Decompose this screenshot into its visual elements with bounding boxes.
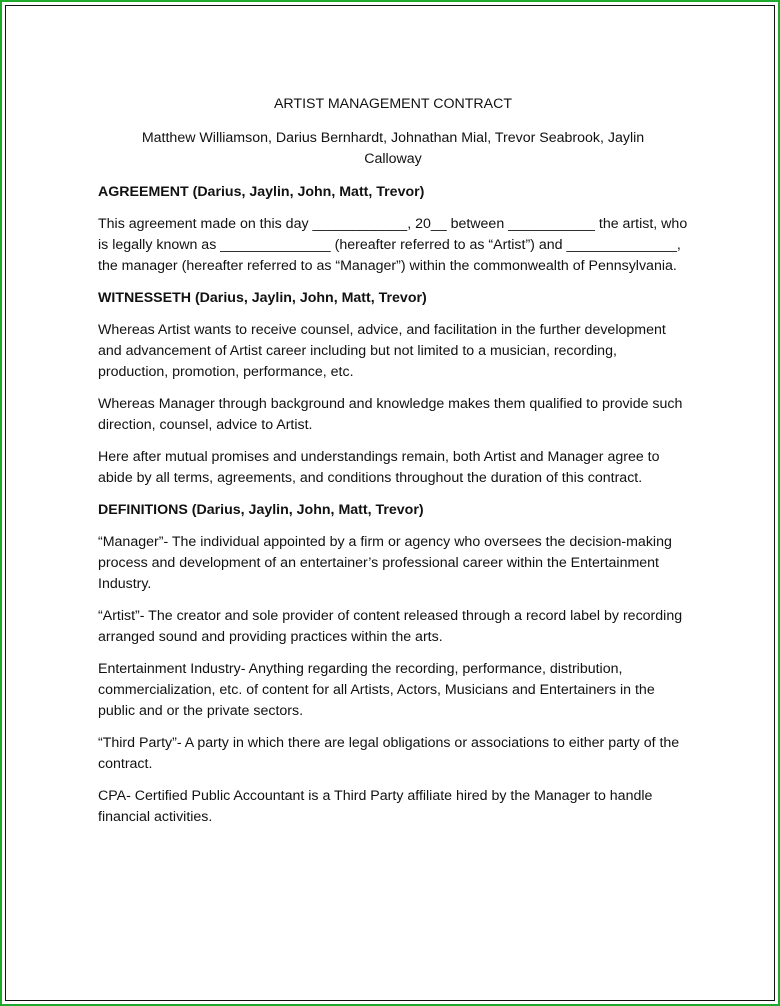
definition-cpa: CPA- Certified Public Accountant is a Third Party affiliate hired by the Manager to handle financial activities. xyxy=(98,788,653,825)
section-witnesseth xyxy=(98,288,688,489)
definition-entertainment-industry: Entertainment Industry- Anything regarding the recording, performance, distribution, commercialization, etc. of content for all Artists, Actors, Musicians and Entertainers in the public and or the private sectors. xyxy=(98,661,655,719)
witnesseth-paragraph-1: Whereas Artist wants to receive counsel, advice, and facilitation in the further development and advancement of Artist career including but not limited to a musician, recording, production, promotion, performance, etc. xyxy=(98,322,666,380)
definition-artist: “Artist”- The creator and sole provider of content released through a record label by recording arranged sound and providing practices within the arts. xyxy=(98,608,683,645)
witnesseth-paragraph-3: Here after mutual promises and understandings remain, both Artist and Manager agree to abide by all terms, agreements, and conditions throughout the duration of this contract. xyxy=(98,449,660,486)
agreement-paragraph: This agreement made on this day ____________, 20__ between ___________ the artist, who is legally known as ______________ (hereafter referred to as “Artist”) and ______________, the manager (hereafter referred to as “Manager”) within the commonwealth of Pennsylvania. xyxy=(98,216,688,274)
section-agreement xyxy=(98,182,688,277)
section-definitions xyxy=(98,500,688,828)
document-authors: Matthew Williamson, Darius Bernhardt, Johnathan Mial, Trevor Seabrook, Jaylin Calloway xyxy=(141,130,645,167)
section-heading-agreement: AGREEMENT (Darius, Jaylin, John, Matt, Trevor) xyxy=(98,184,425,200)
section-heading-definitions: DEFINITIONS (Darius, Jaylin, John, Matt, Trevor) xyxy=(98,502,424,518)
document-title: ARTIST MANAGEMENT CONTRACT xyxy=(273,96,513,112)
contract-document xyxy=(98,94,688,839)
definition-manager: “Manager”- The individual appointed by a firm or agency who oversees the decision-making process and development of an entertainer’s professional career within the Entertainment Industry. xyxy=(98,534,672,592)
section-heading-witnesseth: WITNESSETH (Darius, Jaylin, John, Matt, Trevor) xyxy=(98,290,427,306)
witnesseth-paragraph-2: Whereas Manager through background and knowledge makes them qualified to provide such direction, counsel, advice to Artist. xyxy=(98,396,683,433)
definition-third-party: “Third Party”- A party in which there are legal obligations or associations to either party of the contract. xyxy=(98,735,680,772)
